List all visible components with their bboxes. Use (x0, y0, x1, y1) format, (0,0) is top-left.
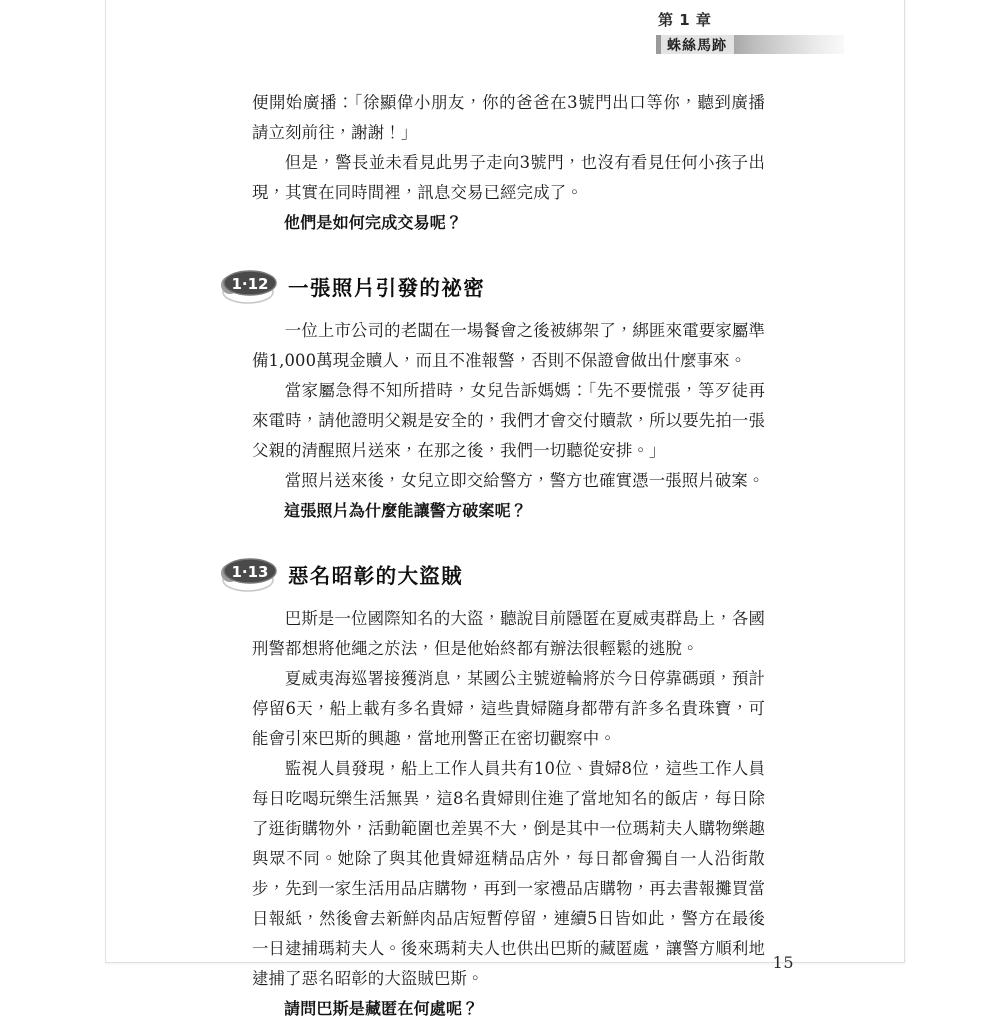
badge-shape-icon (220, 268, 280, 304)
paragraph: 夏威夷海巡署接獲消息，某國公主號遊輪將於今日停靠碼頭，預計停留6天，船上載有多名貴婦，這些貴婦隨身都帶有許多名貴珠寶，可能會引來巴斯的興趣，當地刑警正在密切觀察中。 (252, 669, 765, 748)
question-line: 他們是如何完成交易呢？ (284, 213, 463, 232)
paragraph: 當家屬急得不知所措時，女兒告訴媽媽：「先不要慌張，等歹徒再來電時，請他證明父親是安全的，我們才會交付贖款，所以要先拍一張父親的清醒照片送來，在那之後，我們一切聽從安排。」 (252, 381, 765, 460)
section-number-text: 1·12 (231, 275, 269, 293)
paragraph: 監視人員發現，船上工作人員共有10位、貴婦8位，這些工作人員每日吃喝玩樂生活無異，這8名貴婦則住進了當地知名的飯店，每日除了逛街購物外，活動範圍也差異不大，倒是其中一位瑪莉夫人購物樂趣與眾不同。她除了與其他貴婦逛精品店外，每日都會獨自一人沿街散步，先到一家生活用品店購物，再到一家禮品店購物，再去書報攤買當日報紙，然後會去新鮮肉品店短暫停留，連續5日皆如此，警方在最後一日逮捕瑪莉夫人。後來瑪莉夫人也供出巴斯的藏匿處，讓警方順利地逮捕了惡名昭彰的大盜賊巴斯。 (252, 759, 765, 988)
question-line: 這張照片為什麼能讓警方破案呢？ (284, 501, 528, 520)
section-spacer (252, 306, 765, 316)
header-chapter-title: 蛛絲馬跡 (667, 37, 727, 54)
section-number-badge (220, 556, 280, 592)
paragraph: 便開始廣播：「徐顯偉小朋友，你的爸爸在3號門出口等你，聽到廣播請立刻前往，謝謝！」 (252, 93, 765, 142)
section-title: 惡名昭彰的大盜賊 (288, 564, 464, 588)
header-title-box (661, 35, 734, 54)
text-column (231, 88, 765, 1024)
section-number-badge (220, 268, 280, 304)
section-number-text: 1·13 (231, 563, 269, 581)
page-number: 15 (772, 953, 794, 972)
section-spacer (252, 594, 765, 604)
paragraph: 當照片送來後，女兒立即交給警方，警方也確實憑一張照片破案。 (284, 471, 765, 490)
paragraph: 但是，警長並未看見此男子走向3號門，也沒有看見任何小孩子出現，其實在同時間裡，訊息交易已經完成了。 (252, 153, 765, 202)
header-title-bar (656, 35, 906, 54)
section-spacer (252, 526, 765, 554)
running-header (656, 13, 906, 54)
paragraph: 一位上市公司的老闆在一場餐會之後被綁架了，綁匪來電要家屬準備1,000萬現金贖人，而且不准報警，否則不保證會做出什麼事來。 (252, 321, 765, 370)
section-spacer (252, 238, 765, 266)
section-title: 一張照片引發的祕密 (288, 276, 486, 300)
section-heading-1-13 (231, 554, 765, 594)
chapter-label: 第 1 章 (658, 11, 712, 29)
section-heading-1-12 (231, 266, 765, 306)
paragraph: 巴斯是一位國際知名的大盜，聽說目前隱匿在夏威夷群島上，各國刑警都想將他繩之於法，但是他始終都有辦法很輕鬆的逃脫。 (252, 609, 765, 658)
header-gradient-bar (734, 35, 844, 54)
book-page-sheet (105, 0, 905, 1018)
question-line: 請問巴斯是藏匿在何處呢？ (284, 999, 479, 1018)
badge-shape-icon (220, 556, 280, 592)
